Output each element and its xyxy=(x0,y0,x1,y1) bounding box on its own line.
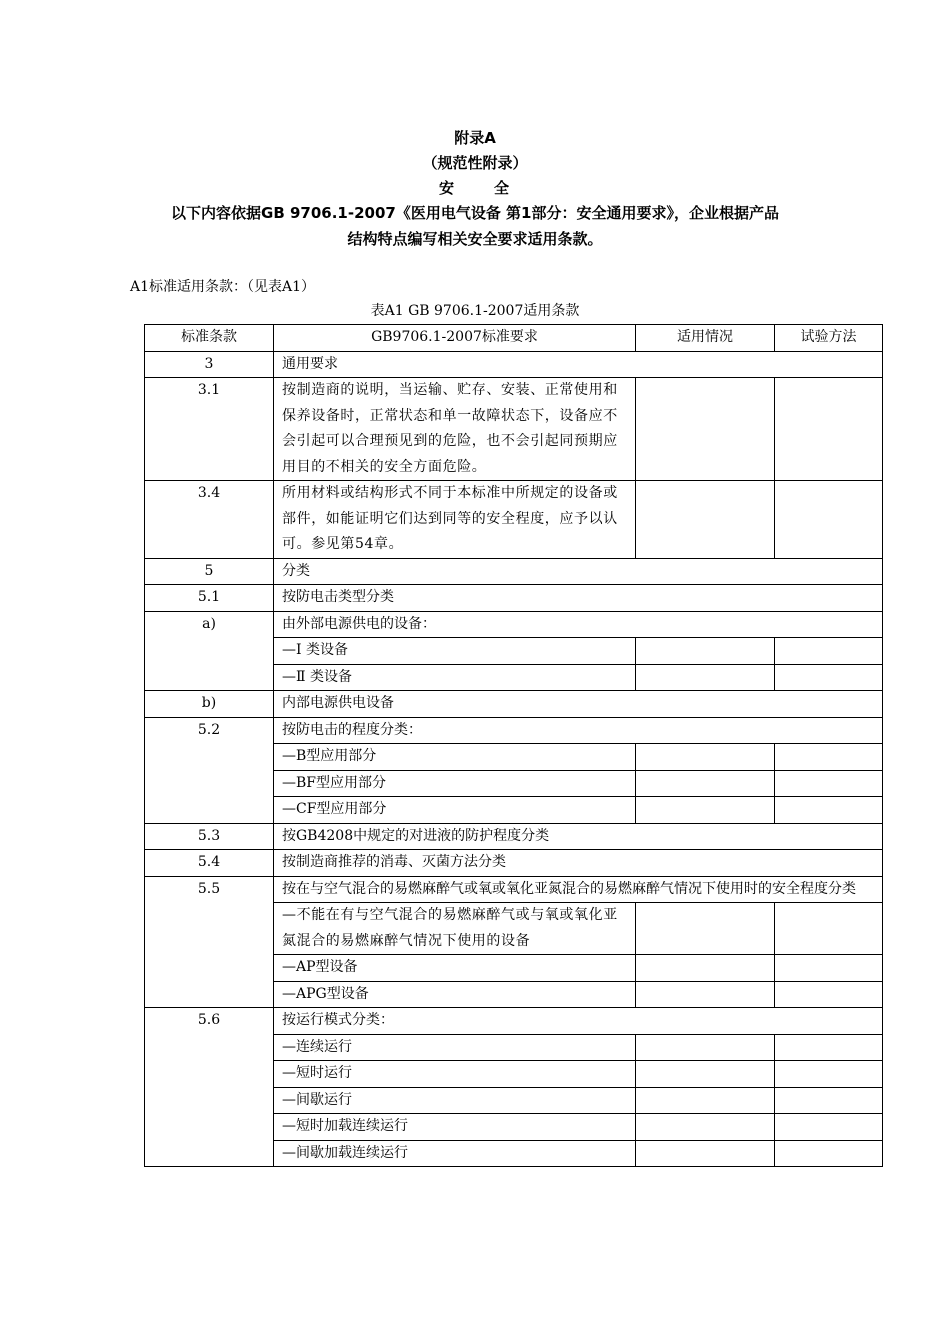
header-test-method: 试验方法 xyxy=(775,325,883,352)
clause-cell: 5.6 xyxy=(145,1008,274,1167)
applicability-cell xyxy=(636,981,775,1008)
requirement-subitem: —APG型设备 xyxy=(274,981,636,1008)
test-method-cell xyxy=(775,955,883,982)
requirement-cell: 按制造商推荐的消毒、灭菌方法分类 xyxy=(274,850,883,877)
requirement-subitem: —AP型设备 xyxy=(274,955,636,982)
applicability-cell xyxy=(636,744,775,771)
clause-cell: 5.3 xyxy=(145,823,274,850)
applicability-cell xyxy=(636,664,775,691)
requirement-cell: 按制造商的说明，当运输、贮存、安装、正常使用和保养设备时，正常状态和单一故障状态下，设备应不会引起可以合理预见到的危险，也不会引起同预期应用目的不相关的安全方面危险。 xyxy=(274,378,636,481)
applicability-cell xyxy=(636,797,775,824)
clause-cell: 5 xyxy=(145,558,274,585)
applicability-cell xyxy=(636,481,775,559)
requirement-cell: 通用要求 xyxy=(274,351,883,378)
applicability-cell xyxy=(636,1061,775,1088)
table-row xyxy=(145,823,883,850)
table-row xyxy=(145,611,883,638)
applicability-cell xyxy=(636,1140,775,1167)
requirement-subitem: —不能在有与空气混合的易燃麻醉气或与氧或氧化亚氮混合的易燃麻醉气情况下使用的设备 xyxy=(274,903,636,955)
requirement-cell: 分类 xyxy=(274,558,883,585)
requirement-subitem: —短时加载连续运行 xyxy=(274,1114,636,1141)
clause-cell: 5.4 xyxy=(145,850,274,877)
table-row xyxy=(145,1008,883,1035)
appendix-subtitle: （规范性附录） xyxy=(422,154,528,172)
requirement-subitem: —Ⅱ 类设备 xyxy=(274,664,636,691)
clause-cell: 5.1 xyxy=(145,585,274,612)
test-method-cell xyxy=(775,1140,883,1167)
intro-line-1: 以下内容依据GB 9706.1-2007《医用电气设备 第1部分：安全通用要求》，企业根据产品 xyxy=(171,204,779,222)
test-method-cell xyxy=(775,797,883,824)
requirement-subitem: —CF型应用部分 xyxy=(274,797,636,824)
table-row xyxy=(145,691,883,718)
table-row xyxy=(145,351,883,378)
requirement-subitem: —连续运行 xyxy=(274,1034,636,1061)
test-method-cell xyxy=(775,1061,883,1088)
applicable-clauses-table xyxy=(144,324,883,1167)
header-clause: 标准条款 xyxy=(145,325,274,352)
table-row xyxy=(145,717,883,744)
table-row xyxy=(145,876,883,903)
clause-cell: b) xyxy=(145,691,274,718)
clause-cell: 5.2 xyxy=(145,717,274,823)
section-heading-char: 安 xyxy=(438,179,456,197)
requirement-subitem: —BF型应用部分 xyxy=(274,770,636,797)
table-row xyxy=(145,481,883,559)
test-method-cell xyxy=(775,744,883,771)
clause-cell: a) xyxy=(145,611,274,691)
requirement-cell: 按防电击的程度分类： xyxy=(274,717,883,744)
section-heading xyxy=(0,178,950,198)
requirement-cell: 由外部电源供电的设备： xyxy=(274,611,883,638)
table-row xyxy=(145,558,883,585)
test-method-cell xyxy=(775,770,883,797)
clause-reference: A1标准适用条款：（见表A1） xyxy=(130,279,316,295)
appendix-title: 附录A xyxy=(454,129,496,147)
test-method-cell xyxy=(775,903,883,955)
requirement-cell: 所用材料或结构形式不同于本标准中所规定的设备或部件，如能证明它们达到同等的安全程度，应予以认可。参见第54章。 xyxy=(274,481,636,559)
requirement-cell: 按防电击类型分类 xyxy=(274,585,883,612)
test-method-cell xyxy=(775,481,883,559)
requirement-subitem: —间歇加载连续运行 xyxy=(274,1140,636,1167)
applicability-cell xyxy=(636,1034,775,1061)
intro-line-2: 结构特点编写相关安全要求适用条款。 xyxy=(347,230,603,248)
table-row xyxy=(145,850,883,877)
requirement-subitem: —Ⅰ 类设备 xyxy=(274,638,636,665)
clause-cell: 3.4 xyxy=(145,481,274,559)
test-method-cell xyxy=(775,981,883,1008)
requirement-cell: 内部电源供电设备 xyxy=(274,691,883,718)
table-row xyxy=(145,378,883,481)
applicability-cell xyxy=(636,770,775,797)
header-requirement: GB9706.1-2007标准要求 xyxy=(274,325,636,352)
clause-cell: 3 xyxy=(145,351,274,378)
applicability-cell xyxy=(636,378,775,481)
requirement-subitem: —B型应用部分 xyxy=(274,744,636,771)
section-heading-char: 全 xyxy=(494,179,512,197)
clause-cell: 5.5 xyxy=(145,876,274,1008)
test-method-cell xyxy=(775,1034,883,1061)
requirement-cell: 按在与空气混合的易燃麻醉气或氧或氧化亚氮混合的易燃麻醉气情况下使用时的安全程度分类 xyxy=(274,876,883,903)
test-method-cell xyxy=(775,638,883,665)
test-method-cell xyxy=(775,1114,883,1141)
header-applicability: 适用情况 xyxy=(636,325,775,352)
test-method-cell xyxy=(775,664,883,691)
table-header-row xyxy=(145,325,883,352)
applicability-cell xyxy=(636,1087,775,1114)
requirement-subitem: —间歇运行 xyxy=(274,1087,636,1114)
applicability-cell xyxy=(636,1114,775,1141)
test-method-cell xyxy=(775,1087,883,1114)
applicability-cell xyxy=(636,638,775,665)
requirement-cell: 按运行模式分类： xyxy=(274,1008,883,1035)
requirement-subitem: —短时运行 xyxy=(274,1061,636,1088)
applicability-cell xyxy=(636,903,775,955)
table-caption: 表A1 GB 9706.1-2007适用条款 xyxy=(370,303,580,319)
requirement-cell: 按GB4208中规定的对进液的防护程度分类 xyxy=(274,823,883,850)
applicability-cell xyxy=(636,955,775,982)
table-row xyxy=(145,585,883,612)
clause-cell: 3.1 xyxy=(145,378,274,481)
test-method-cell xyxy=(775,378,883,481)
